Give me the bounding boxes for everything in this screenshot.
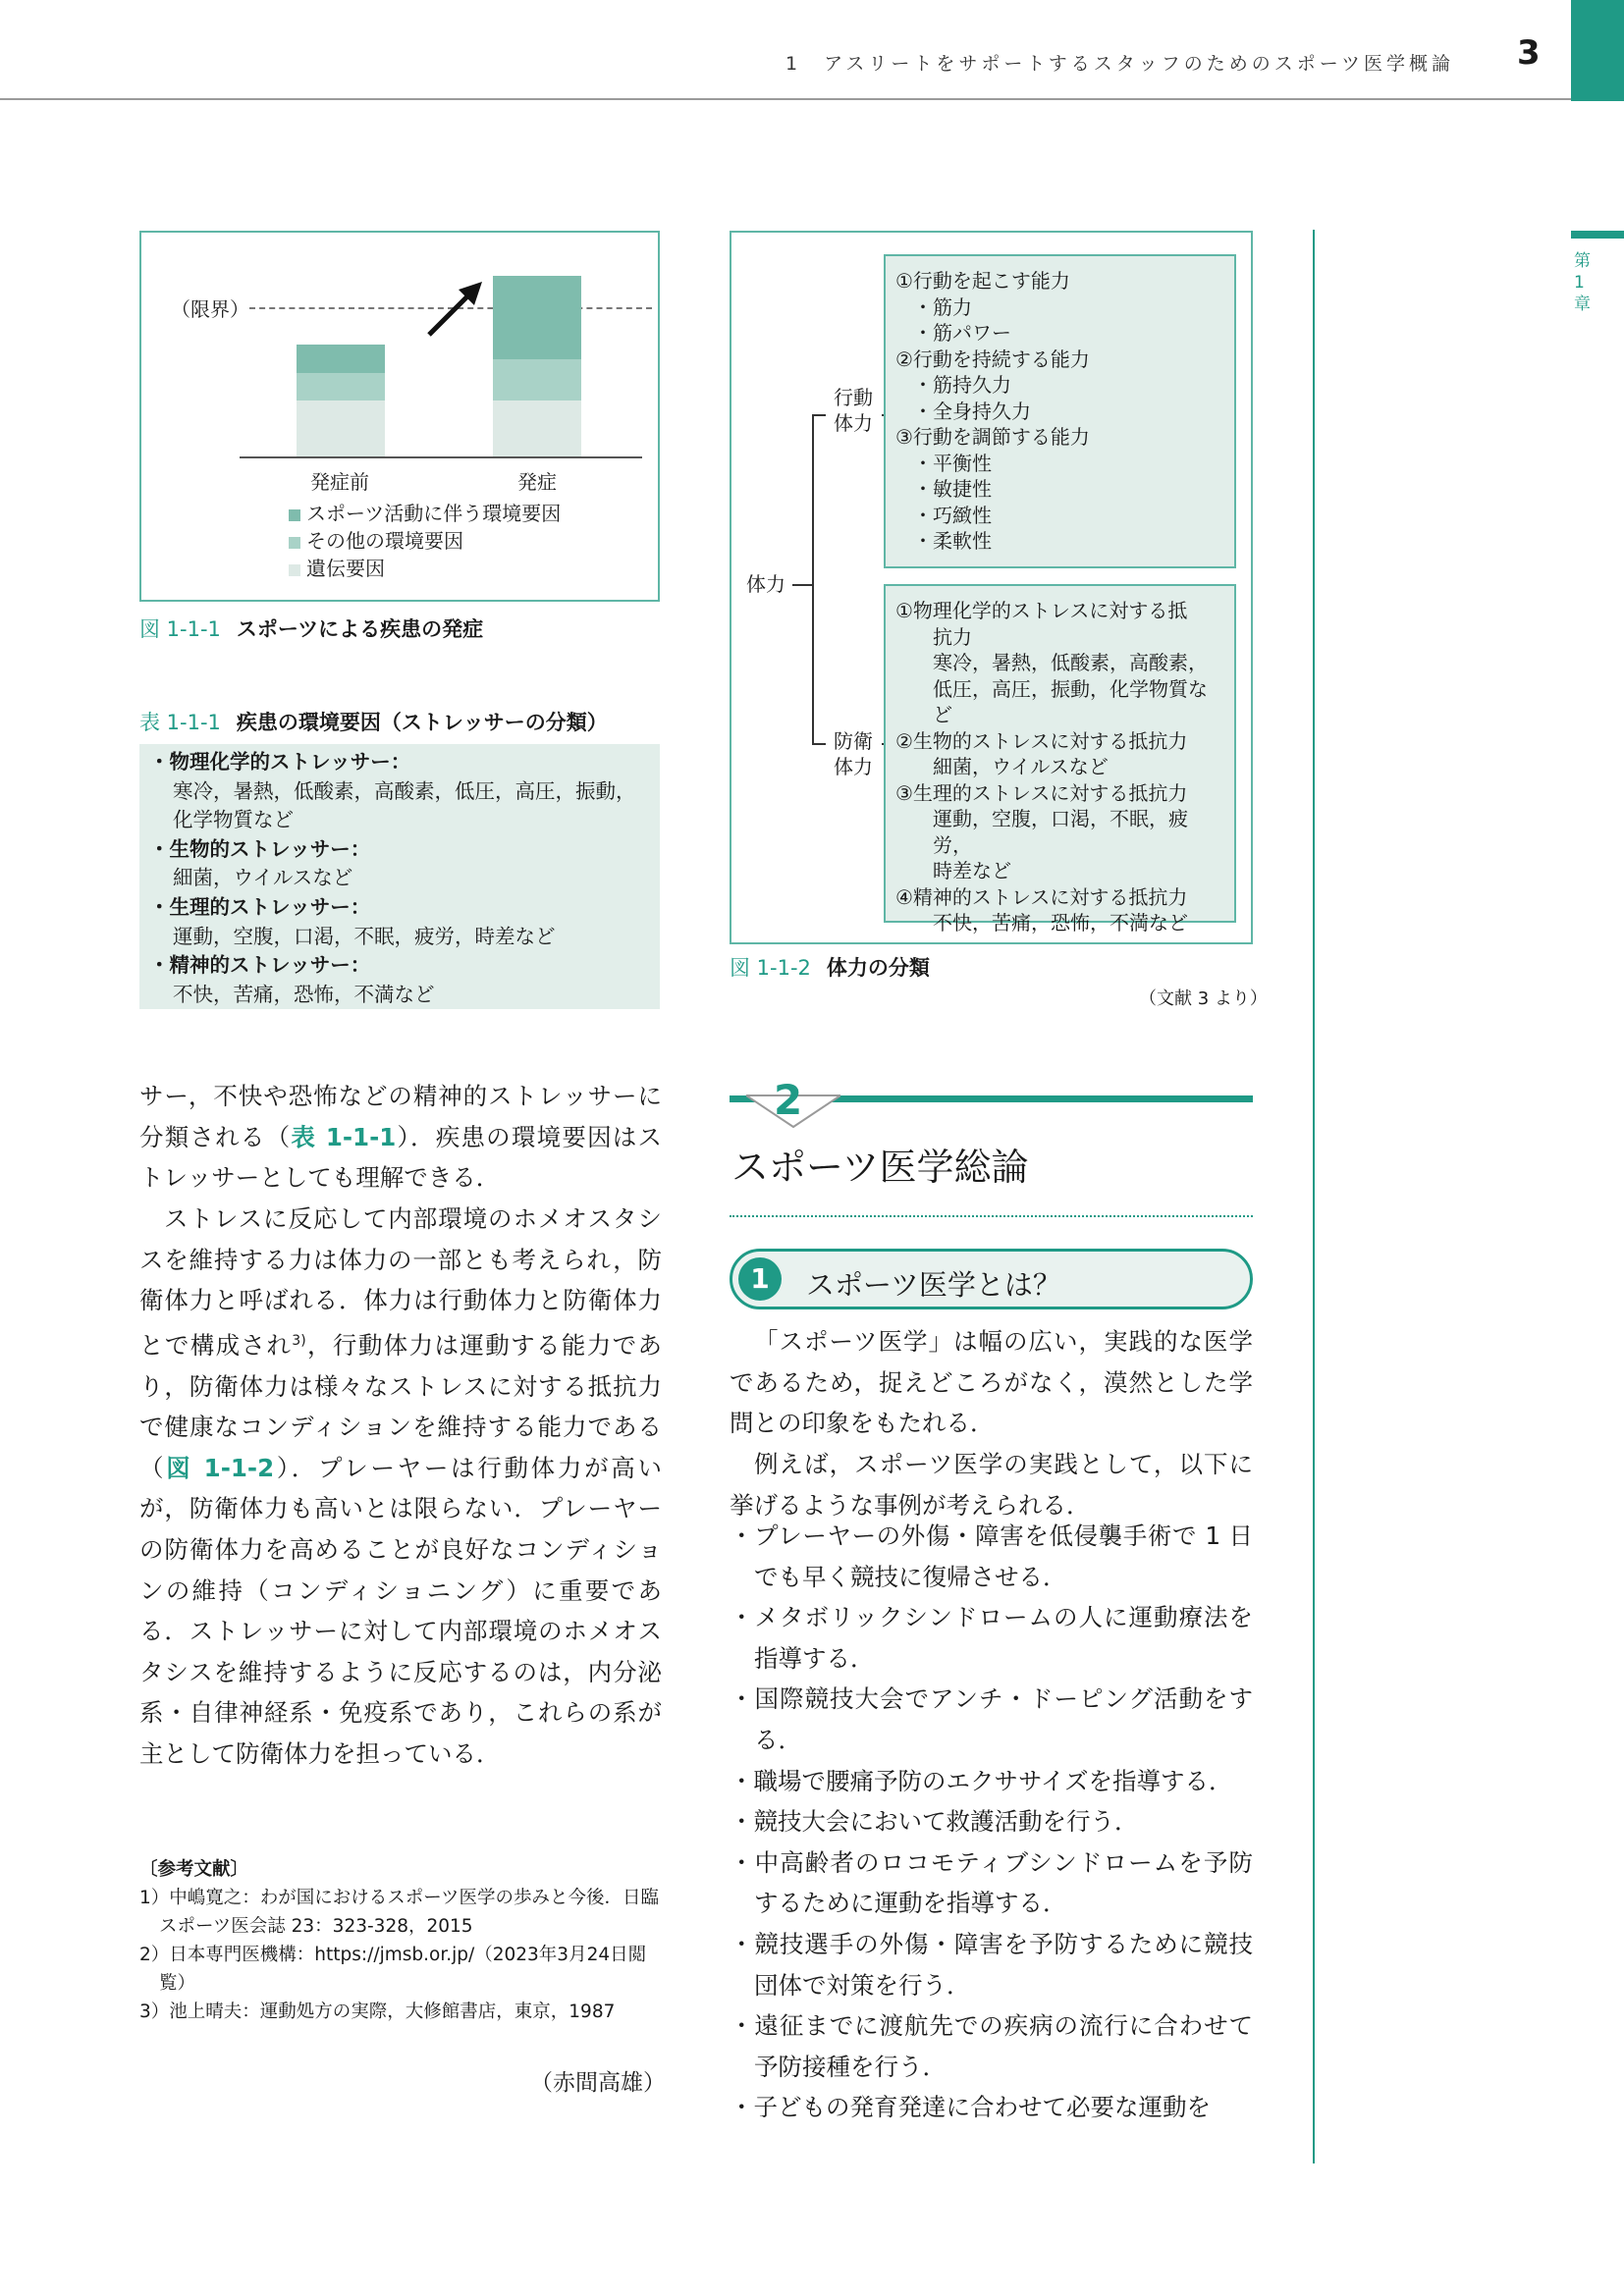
chapter-tab-label: 第1章 (1574, 251, 1591, 314)
stressor-table (139, 744, 660, 1009)
table-items: 細菌，ウイルスなど (173, 866, 353, 890)
table-items: 寒冷，暑熱，低酸素，高酸素，低圧，高圧，振動， (173, 778, 636, 803)
table-category: ・生理的ストレッサー： (149, 894, 371, 919)
subsection-heading (730, 1249, 1253, 1309)
fitness-item: ③生理的ストレスに対する抵抗力 (895, 780, 1188, 805)
tree-connector (812, 414, 826, 416)
subsection-title: スポーツ医学とは？ (806, 1268, 1061, 1302)
reference-item: 2）日本専門医機構：https://jmsb.or.jp/（2023年3月24日閲覧） (139, 1945, 647, 1994)
bar-segment (297, 345, 385, 373)
reference-item: 3）池上晴夫：運動処方の実際，大修館書店，東京，1987 (139, 2002, 616, 2022)
fitness-item: 時差など (933, 859, 1011, 882)
fitness-item: 細菌，ウイルスなど (933, 755, 1109, 778)
table-reference-link[interactable]: 表 1-1-1 (291, 1122, 397, 1151)
legend-item: スポーツ活動に伴う環境要因 (289, 498, 561, 526)
section-title: スポーツ医学総論 (731, 1146, 1029, 1189)
body-paragraph: 「スポーツ医学」は幅の広い，実践的な医学であるため，捉えどころがなく，漠然とした学問との印象をもたれる． (730, 1327, 1253, 1438)
tree-root-label: 体力 (746, 572, 785, 596)
x-tick-label: 発症 (517, 470, 557, 494)
tree-connector (792, 584, 812, 586)
fitness-item: ④精神的ストレスに対する抵抗力 (895, 884, 1188, 909)
limit-label: （限界） (171, 297, 249, 321)
fitness-item: ・平衡性 (913, 451, 992, 475)
fitness-item: ・敏捷性 (913, 477, 992, 501)
bar-segment (493, 359, 581, 400)
list-item: ・国際競技大会でアンチ・ドーピング活動をする． (730, 1684, 1253, 1754)
figure-1-1-1 (139, 231, 660, 602)
figure-caption: 図 1-1-2 体力の分類 (730, 956, 930, 980)
list-item: ・メタボリックシンドロームの人に運動療法を指導する． (730, 1603, 1253, 1673)
bar-segment (493, 276, 581, 360)
fitness-item: ど (933, 703, 952, 726)
tree-connector (812, 743, 826, 745)
references-heading: 〔参考文献〕 (139, 1859, 249, 1880)
list-item: ・中高齢者のロコモティブシンドロームを予防するために運動を指導する． (730, 1847, 1253, 1918)
section-dotted-rule (730, 1215, 1253, 1217)
page-number: 3 (1517, 33, 1541, 73)
figure-source: （文献 3 より） (1139, 988, 1268, 1009)
tree-connector (812, 414, 814, 745)
header-color-tab (1571, 0, 1624, 101)
running-title: 1 アスリートをサポートするスタッフのためのスポーツ医学概論 (785, 53, 1455, 75)
list-item: ・競技選手の外傷・障害を予防するために競技団体で対策を行う． (730, 1929, 1253, 2000)
bar-segment (493, 400, 581, 456)
fitness-item: ②行動を持続する能力 (895, 347, 1090, 371)
figure-reference-link[interactable]: 図 1-1-2 (166, 1453, 275, 1482)
author-credit: （赤間高雄） (530, 2070, 666, 2096)
body-paragraph: 例えば，スポーツ医学の実践として，以下に挙げるような事例が考えられる． (730, 1450, 1253, 1520)
list-item: ・プレーヤーの外傷・障害を低侵襲手術で 1 日でも早く競技に復帰させる． (730, 1522, 1253, 1591)
legend-item: その他の環境要因 (289, 525, 463, 554)
fitness-item: ・柔軟性 (913, 529, 992, 553)
fitness-item: 寒冷，暑熱，低酸素，高酸素， (933, 651, 1208, 674)
x-tick-label: 発症前 (310, 470, 369, 494)
table-category: ・精神的ストレッサー： (149, 953, 371, 978)
section-number: 2 (774, 1076, 803, 1124)
list-item: ・競技大会において救護活動を行う． (730, 1807, 1139, 1837)
example-list (730, 1516, 1253, 2128)
fitness-item: 抗力 (933, 624, 972, 649)
citation-marker[interactable]: 3) (292, 1332, 306, 1349)
tree-branch-label: 防衛 体力 (834, 729, 873, 778)
action-fitness-box (884, 254, 1236, 568)
body-paragraph: サー，不快や恐怖などの精神的ストレッサーに分類される（表 1-1-1）．疾患の環境要因はストレッサーとしても理解できる． (139, 1082, 663, 1193)
table-items: 化学物質など (173, 808, 294, 832)
fitness-item: ③行動を調節する能力 (895, 425, 1090, 449)
chapter-tab-bar (1571, 231, 1624, 239)
x-axis (240, 456, 642, 458)
figure-1-1-2 (730, 231, 1253, 944)
bar-segment (297, 373, 385, 401)
list-item: ・職場で腰痛予防のエクササイズを指導する． (730, 1766, 1233, 1795)
body-paragraph: ストレスに反応して内部環境のホメオスタシスを維持する力は体力の一部とも考えられ，防衛体力と呼ばれる．体力は行動体力と防衛体力とで構成され$^{3)}$，行動体力は運動する能力であり，防衛体力は様々なストレスに対する抵抗力で健康なコンディションを維持する能力である（図 1-1-2）．プレーヤーは行動体力が高いが，防衛体力も高いとは限らない．プレーヤーの防衛体力を高めることが良好なコンディションの維持（コンディショニング）に重要である．ストレッサーに対して内部環境のホメオスタシスを維持するように反応するのは，内分泌系・自律神経系・免疫系であり，これらの系が主として防衛体力を担っている． (139, 1204, 663, 1768)
fitness-item: ①行動を起こす能力 (895, 269, 1070, 293)
right-margin-rule (1313, 230, 1315, 2163)
subsection-number-badge: 1 (738, 1257, 782, 1301)
list-item: ・遠征までに渡航先での疾病の流行に合わせて予防接種を行う． (730, 2011, 1253, 2081)
references (139, 1855, 670, 2026)
bar-segment (297, 400, 385, 456)
table-category: ・生物的ストレッサー： (149, 836, 371, 861)
tree-branch-label: 行動 体力 (834, 386, 873, 435)
table-items: 運動，空腹，口渇，不眠，疲労，時差など (173, 924, 556, 948)
fitness-item: ・筋力 (913, 294, 972, 319)
fitness-item: ①物理化学的ストレスに対する抵 (895, 599, 1188, 622)
legend-item: 遺伝要因 (289, 553, 385, 581)
figure-caption: 図 1-1-1 スポーツによる疾患の発症 (139, 617, 484, 641)
fitness-item: ・筋パワー (913, 321, 1011, 345)
increase-arrow-icon (421, 274, 490, 343)
fitness-item: 運動，空腹，口渇，不眠，疲労， (933, 807, 1188, 857)
fitness-item: ・全身持久力 (913, 399, 1031, 423)
table-items: 不快，苦痛，恐怖，不満など (173, 982, 435, 1006)
defense-fitness-box (884, 584, 1236, 934)
fitness-item: 不快，苦痛，恐怖，不満など (933, 911, 1188, 934)
fitness-item: ・筋持久力 (913, 373, 1011, 397)
list-item: ・子どもの発育発達に合わせて必要な運動を (730, 2093, 1211, 2122)
table-caption: 表 1-1-1 疾患の環境要因（ストレッサーの分類） (139, 711, 608, 734)
fitness-item: ・巧緻性 (913, 503, 992, 527)
fitness-item: 低圧，高圧，振動，化学物質な (933, 676, 1208, 701)
reference-item: 1）中嶋寛之：わが国におけるスポーツ医学の歩みと今後．日臨スポーツ医会誌 23：323-328，2015 (139, 1888, 660, 1937)
fitness-item: ②生物的ストレスに対する抵抗力 (895, 728, 1188, 753)
header-rule (0, 98, 1571, 100)
table-category: ・物理化学的ストレッサー： (149, 750, 411, 774)
